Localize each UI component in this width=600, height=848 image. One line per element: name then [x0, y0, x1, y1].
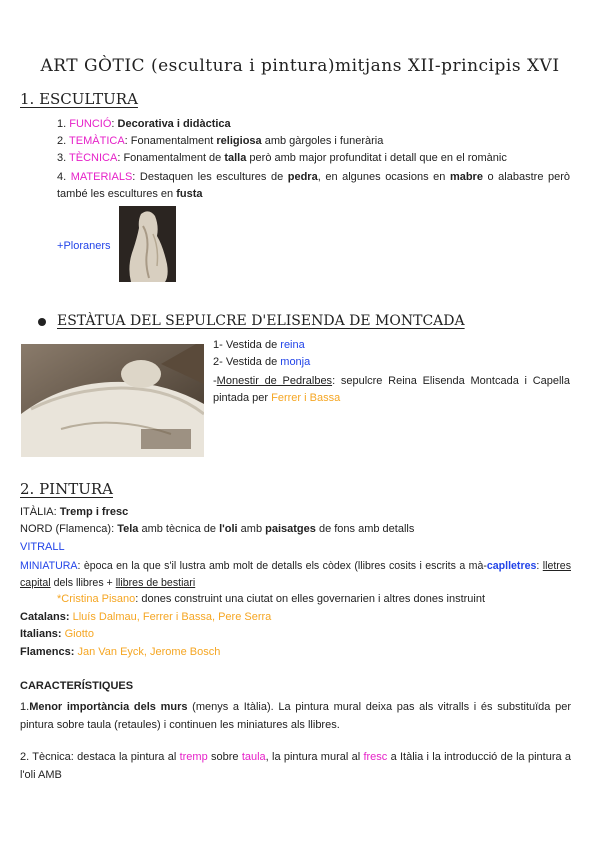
- item-label: MATERIALS: [70, 171, 133, 183]
- caracteristica-2: 2. Tècnica: destaca la pintura al tremp sobre taula, la pintura mural al fresc a Itàlia i la introducció de la pintura a l'oli AMB: [20, 751, 572, 781]
- list-item: 1. FUNCIÓ: Decorativa i didàctica: [57, 118, 231, 130]
- list-item: 2. TEMÀTICA: Fonamentalment religiosa amb gàrgoles i funerària: [57, 135, 384, 147]
- italia-line: ITÀLIA: Tremp i fresc: [20, 506, 129, 518]
- item-label: TEMÀTICA: [69, 135, 125, 147]
- nord-line: NORD (Flamenca): Tela amb tècnica de l'oli amb paisatges de fons amb detalls: [20, 523, 415, 535]
- bullet-dot: [38, 318, 46, 326]
- item-label: TÈCNICA: [69, 152, 118, 164]
- sepulcre-line-3: -Monestir de Pedralbes: sepulcre Reina Elisenda Montcada i Capella pintada per Ferrer i Bassa: [213, 375, 570, 404]
- sepulcre-line-2: 2- Vestida de monja: [213, 356, 311, 368]
- list-item: 4. MATERIALS: Destaquen les escultures de pedra, en algunes ocasions en mabre o alabastre però també les escultures en fusta: [57, 171, 570, 200]
- sepulcre-image: [21, 344, 204, 457]
- caracteristica-1: 1.Menor importància dels murs (menys a Itàlia). La pintura mural deixa pas als vitralls i és substituïda per pintura sobre taula (retaules) i continuen les miniatures als llibres.: [20, 701, 571, 731]
- section-heading-escultura: 1. ESCULTURA: [20, 90, 138, 108]
- section-heading-pintura: 2. PINTURA: [20, 480, 113, 498]
- miniatura-line: MINIATURA: època en la que s'il lustra amb molt de detalls els còdex (llibres cosits i escrits a mà-caplletres: lletres capital dels llibres + llibres de bestiari: [20, 560, 571, 589]
- list-item: 3. TÈCNICA: Fonamentalment de talla però amb major profunditat i detall que en el romànic: [57, 152, 507, 164]
- sepulcre-line-1: 1- Vestida de reina: [213, 339, 305, 351]
- ploraners-image: [119, 206, 176, 282]
- item-label: FUNCIÓ: [69, 118, 112, 130]
- sepulcre-heading: ESTÀTUA DEL SEPULCRE D'ELISENDA DE MONTCADA: [57, 313, 465, 329]
- page-title: ART GÒTIC (escultura i pintura)mitjans XII-principis XVI: [40, 56, 560, 76]
- vitrall-line: VITRALL: [20, 541, 65, 553]
- ploraners-link[interactable]: +Ploraners: [57, 240, 111, 252]
- italians-line: Italians: Giotto: [20, 628, 94, 640]
- cristina-line: *Cristina Pisano: dones construint una ciutat on elles governarien i altres dones instruint: [57, 593, 486, 605]
- catalans-line: Catalans: Lluís Dalmau, Ferrer i Bassa, Pere Serra: [20, 611, 272, 623]
- flamencs-line: Flamencs: Jan Van Eyck, Jerome Bosch: [20, 646, 221, 658]
- caracteristiques-heading: CARACTERÍSTIQUES: [20, 680, 134, 692]
